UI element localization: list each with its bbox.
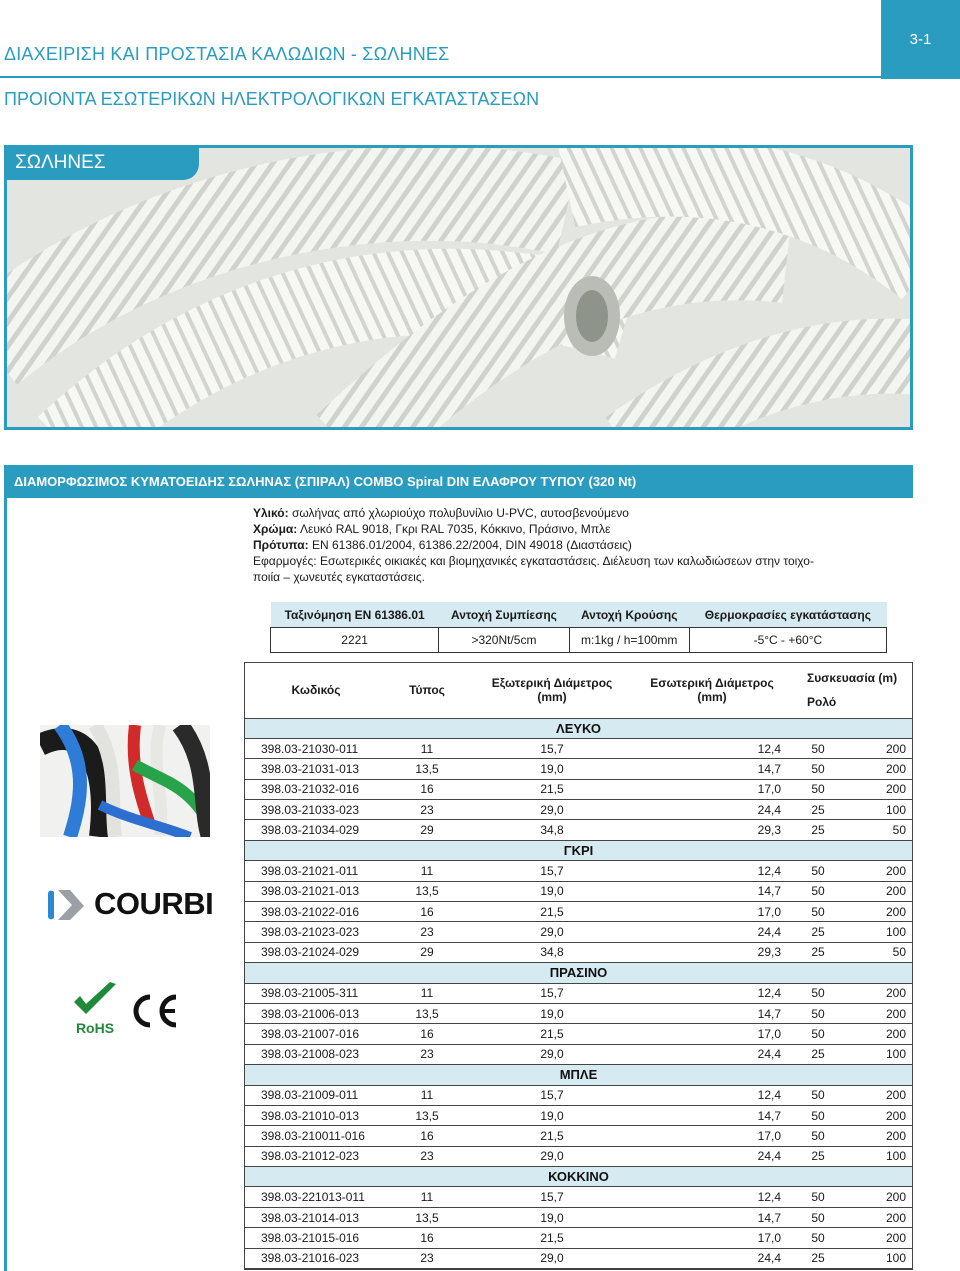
type-cell: 23 (387, 1044, 467, 1064)
code-cell: 398.03-21022-016 (245, 902, 387, 922)
temperature-header: Θερμοκρασίες εγκατάστασης (689, 602, 886, 628)
table-row (245, 861, 912, 881)
type-cell: 11 (387, 1187, 467, 1207)
rohs-check-icon (70, 980, 120, 1020)
header-outer-diameter (467, 663, 637, 718)
impact-value: m:1kg / h=100mm (569, 628, 689, 653)
type-cell: 29 (387, 820, 467, 840)
material-label: Υλικό: (253, 506, 289, 520)
roll-cell: 200 (849, 902, 912, 922)
code-cell: 398.03-21031-013 (245, 759, 387, 779)
classification-table (270, 602, 887, 653)
outer-diameter-cell: 29,0 (467, 922, 637, 942)
packaging-cell: 25 (787, 942, 849, 962)
code-cell: 398.03-21024-029 (245, 942, 387, 962)
section-subtitle: ΠΡΟΙΟΝΤΑ ΕΣΩΤΕΡΙΚΩΝ ΗΛΕΚΤΡΟΛΟΓΙΚΩΝ ΕΓΚΑΤΑΣΤΑΣΕΩΝ (4, 89, 540, 109)
roll-cell: 200 (849, 1126, 912, 1146)
roll-cell: 200 (849, 1085, 912, 1105)
packaging-cell: 50 (787, 1003, 849, 1023)
roll-cell: 100 (849, 800, 912, 820)
inner-diameter-cell: 24,4 (637, 1248, 787, 1268)
type-cell: 11 (387, 983, 467, 1003)
ce-mark-icon (130, 991, 180, 1031)
material-line (253, 505, 913, 521)
outer-diameter-cell: 21,5 (467, 1126, 637, 1146)
packaging-cell: 50 (787, 1228, 849, 1248)
packaging-cell: 50 (787, 1105, 849, 1125)
standards-line (253, 537, 913, 553)
inner-diameter-cell: 24,4 (637, 1146, 787, 1166)
header-inner-diameter (637, 663, 787, 718)
rohs-logo (70, 980, 120, 1036)
hero-tab-label: ΣΩΛΗΝΕΣ (7, 148, 199, 180)
conduit-coils-photo (7, 148, 910, 427)
table-row (245, 820, 912, 840)
outer-diameter-cell: 19,0 (467, 1207, 637, 1227)
table-row (245, 881, 912, 901)
inner-diameter-cell: 14,7 (637, 1003, 787, 1023)
classification-header: Ταξινόμηση ΕΝ 61386.01 (271, 602, 439, 628)
table-row (245, 1248, 912, 1268)
roll-cell: 100 (849, 1248, 912, 1268)
page-number: 3-1 (881, 0, 960, 79)
code-cell: 398.03-21021-013 (245, 881, 387, 901)
type-cell: 23 (387, 800, 467, 820)
packaging-cell: 50 (787, 738, 849, 758)
code-cell: 398.03-21007-016 (245, 1024, 387, 1044)
packaging-cell: 25 (787, 800, 849, 820)
certifications (70, 980, 180, 1036)
table-row (245, 1044, 912, 1064)
code-cell: 398.03-210011-016 (245, 1126, 387, 1146)
applications-line-2: ποιία – χωνευτές εγκαταστάσεις. (253, 570, 425, 584)
product-title-bar: ΔΙΑΜΟΡΦΩΣΙΜΟΣ ΚΥΜΑΤΟΕΙΔΗΣ ΣΩΛΗΝΑΣ (ΣΠΙΡΑΛ) COMBO Spiral DIN ΕΛΑΦΡΟΥ ΤΥΠΟΥ (320 Nt) (4, 465, 913, 498)
color-value: Λευκό RAL 9018, Γκρι RAL 7035, Κόκκινο, Πράσινο, Μπλε (297, 522, 611, 536)
table-row (245, 1105, 912, 1125)
table-row (245, 1187, 912, 1207)
group-row (245, 963, 912, 983)
outer-diameter-cell: 29,0 (467, 1044, 637, 1064)
packaging-cell: 50 (787, 881, 849, 901)
code-cell: 398.03-21009-011 (245, 1085, 387, 1105)
roll-cell: 100 (849, 1044, 912, 1064)
inner-diameter-cell: 12,4 (637, 983, 787, 1003)
product-table (245, 663, 912, 1269)
code-cell: 398.03-21005-311 (245, 983, 387, 1003)
left-accent-band (4, 498, 7, 1271)
code-cell: 398.03-21008-023 (245, 1044, 387, 1064)
standards-label: Πρότυπα: (253, 538, 309, 552)
roll-cell: 200 (849, 1003, 912, 1023)
packaging-cell: 25 (787, 820, 849, 840)
code-cell: 398.03-21034-029 (245, 820, 387, 840)
table-row (245, 1126, 912, 1146)
type-cell: 16 (387, 1024, 467, 1044)
header-inner-line-1: Εσωτερική Διάμετρος (650, 676, 774, 691)
conduit-colors-photo (40, 725, 210, 837)
table-row (245, 1085, 912, 1105)
outer-diameter-cell: 21,5 (467, 902, 637, 922)
code-cell: 398.03-221013-011 (245, 1187, 387, 1207)
inner-diameter-cell: 12,4 (637, 1187, 787, 1207)
roll-cell: 200 (849, 738, 912, 758)
table-row (245, 942, 912, 962)
material-value: σωλήνας από χλωριούχο πολυβυνίλιο U-PVC, αυτοσβενούμενο (288, 506, 629, 520)
table-row (245, 922, 912, 942)
roll-cell: 200 (849, 1187, 912, 1207)
type-cell: 11 (387, 861, 467, 881)
inner-diameter-cell: 17,0 (637, 1024, 787, 1044)
outer-diameter-cell: 15,7 (467, 738, 637, 758)
type-cell: 11 (387, 1085, 467, 1105)
type-cell: 13,5 (387, 759, 467, 779)
packaging-cell: 50 (787, 759, 849, 779)
inner-diameter-cell: 29,3 (637, 820, 787, 840)
outer-diameter-cell: 19,0 (467, 1105, 637, 1125)
roll-cell: 50 (849, 820, 912, 840)
packaging-cell: 50 (787, 1085, 849, 1105)
inner-diameter-cell: 14,7 (637, 1105, 787, 1125)
group-row (245, 1167, 912, 1187)
outer-diameter-cell: 21,5 (467, 779, 637, 799)
type-cell: 11 (387, 738, 467, 758)
type-cell: 23 (387, 1146, 467, 1166)
type-cell: 16 (387, 1126, 467, 1146)
type-cell: 29 (387, 942, 467, 962)
code-cell: 398.03-21033-023 (245, 800, 387, 820)
outer-diameter-cell: 21,5 (467, 1228, 637, 1248)
table-row (245, 1207, 912, 1227)
type-cell: 13,5 (387, 1105, 467, 1125)
packaging-cell: 50 (787, 902, 849, 922)
outer-diameter-cell: 15,7 (467, 983, 637, 1003)
table-row (245, 1024, 912, 1044)
outer-diameter-cell: 15,7 (467, 1187, 637, 1207)
classification-value-row (271, 628, 887, 653)
type-cell: 13,5 (387, 881, 467, 901)
group-label: ΚΟΚΚΙΝΟ (245, 1167, 912, 1187)
code-cell: 398.03-21006-013 (245, 1003, 387, 1023)
outer-diameter-cell: 34,8 (467, 942, 637, 962)
inner-diameter-cell: 17,0 (637, 1126, 787, 1146)
code-cell: 398.03-21015-016 (245, 1228, 387, 1248)
header-packaging (787, 663, 912, 718)
table-header-row (245, 663, 912, 718)
table-row (245, 1228, 912, 1248)
table-row (245, 1146, 912, 1166)
outer-diameter-cell: 19,0 (467, 1003, 637, 1023)
table-row (245, 983, 912, 1003)
packaging-cell: 25 (787, 1044, 849, 1064)
header-packaging-label: Συσκευασία (m) (807, 671, 898, 686)
roll-cell: 200 (849, 1207, 912, 1227)
roll-cell: 100 (849, 922, 912, 942)
table-row (245, 1003, 912, 1023)
roll-cell: 200 (849, 1105, 912, 1125)
table-row (245, 902, 912, 922)
roll-cell: 200 (849, 1024, 912, 1044)
header-roll-label: Ρολό (807, 695, 837, 710)
outer-diameter-cell: 15,7 (467, 861, 637, 881)
code-cell: 398.03-21032-016 (245, 779, 387, 799)
inner-diameter-cell: 24,4 (637, 922, 787, 942)
rohs-label: RoHS (75, 1020, 115, 1036)
outer-diameter-cell: 29,0 (467, 1146, 637, 1166)
ce-mark (130, 991, 180, 1036)
table-row (245, 759, 912, 779)
outer-diameter-cell: 29,0 (467, 1248, 637, 1268)
header-outer-line-2: (mm) (537, 690, 567, 705)
inner-diameter-cell: 14,7 (637, 881, 787, 901)
classification-header-row (271, 602, 887, 628)
group-label: ΓΚΡΙ (245, 840, 912, 860)
inner-diameter-cell: 17,0 (637, 1228, 787, 1248)
group-row (245, 1065, 912, 1085)
group-label: ΜΠΛΕ (245, 1065, 912, 1085)
color-line (253, 521, 913, 537)
packaging-cell: 25 (787, 1146, 849, 1166)
outer-diameter-cell: 19,0 (467, 881, 637, 901)
group-label: ΛΕΥΚΟ (245, 718, 912, 738)
product-specs (253, 505, 913, 585)
outer-diameter-cell: 15,7 (467, 1085, 637, 1105)
code-cell: 398.03-21014-013 (245, 1207, 387, 1227)
type-cell: 23 (387, 1248, 467, 1268)
inner-diameter-cell: 14,7 (637, 1207, 787, 1227)
roll-cell: 200 (849, 983, 912, 1003)
packaging-cell: 25 (787, 1248, 849, 1268)
type-cell: 23 (387, 922, 467, 942)
roll-cell: 50 (849, 942, 912, 962)
header-rule (0, 76, 881, 78)
inner-diameter-cell: 12,4 (637, 1085, 787, 1105)
packaging-cell: 50 (787, 983, 849, 1003)
type-cell: 16 (387, 902, 467, 922)
header-code: Κωδικός (245, 663, 387, 718)
brand-name: COURBI (94, 886, 214, 921)
roll-cell: 100 (849, 1146, 912, 1166)
code-cell: 398.03-21012-023 (245, 1146, 387, 1166)
brand-logo (44, 886, 213, 922)
roll-cell: 200 (849, 881, 912, 901)
roll-cell: 200 (849, 779, 912, 799)
code-cell: 398.03-21016-023 (245, 1248, 387, 1268)
roll-cell: 200 (849, 759, 912, 779)
packaging-cell: 50 (787, 861, 849, 881)
inner-diameter-cell: 12,4 (637, 738, 787, 758)
compression-value: >320Nt/5cm (439, 628, 569, 653)
code-cell: 398.03-21030-011 (245, 738, 387, 758)
outer-diameter-cell: 19,0 (467, 759, 637, 779)
roll-cell: 200 (849, 861, 912, 881)
outer-diameter-cell: 34,8 (467, 820, 637, 840)
packaging-cell: 50 (787, 1024, 849, 1044)
type-cell: 16 (387, 779, 467, 799)
inner-diameter-cell: 24,4 (637, 800, 787, 820)
header-outer-line-1: Εξωτερική Διάμετρος (491, 676, 613, 691)
hero-image (4, 145, 913, 430)
group-label: ΠΡΑΣΙΝΟ (245, 963, 912, 983)
table-body (245, 718, 912, 1269)
classification-value: 2221 (271, 628, 439, 653)
courbi-mark-icon (44, 886, 88, 922)
table-row (245, 779, 912, 799)
inner-diameter-cell: 14,7 (637, 759, 787, 779)
roll-cell: 200 (849, 1228, 912, 1248)
header-inner-line-2: (mm) (697, 690, 727, 705)
table-row (245, 738, 912, 758)
impact-header: Αντοχή Κρούσης (569, 602, 689, 628)
inner-diameter-cell: 12,4 (637, 861, 787, 881)
inner-diameter-cell: 24,4 (637, 1044, 787, 1064)
group-row (245, 718, 912, 738)
packaging-cell: 50 (787, 1207, 849, 1227)
colored-conduits-image (40, 725, 210, 837)
packaging-cell: 50 (787, 1126, 849, 1146)
applications-line-1: Εφαρμογές: Εσωτερικές οικιακές και βιομηχανικές εγκαταστάσεις. Διέλευση των καλωδιώσεων στην τοιχο- (253, 554, 814, 568)
standards-value: EN 61386.01/2004, 61386.22/2004, DIN 49018 (Διαστάσεις) (308, 538, 632, 552)
type-cell: 16 (387, 1228, 467, 1248)
header-type: Τύπος (387, 663, 467, 718)
code-cell: 398.03-21010-013 (245, 1105, 387, 1125)
packaging-cell: 50 (787, 1187, 849, 1207)
outer-diameter-cell: 21,5 (467, 1024, 637, 1044)
code-cell: 398.03-21023-023 (245, 922, 387, 942)
inner-diameter-cell: 29,3 (637, 942, 787, 962)
color-label: Χρώμα: (253, 522, 298, 536)
inner-diameter-cell: 17,0 (637, 902, 787, 922)
code-cell: 398.03-21021-011 (245, 861, 387, 881)
compression-header: Αντοχή Συμπίεσης (439, 602, 569, 628)
packaging-cell: 25 (787, 922, 849, 942)
temperature-value: -5°C - +60°C (689, 628, 886, 653)
group-row (245, 840, 912, 860)
type-cell: 13,5 (387, 1207, 467, 1227)
packaging-cell: 50 (787, 779, 849, 799)
type-cell: 13,5 (387, 1003, 467, 1023)
inner-diameter-cell: 17,0 (637, 779, 787, 799)
section-title: ΔΙΑΧΕΙΡΙΣΗ ΚΑΙ ΠΡΟΣΤΑΣΙΑ ΚΑΛΩΔΙΩΝ - ΣΩΛΗΝΕΣ (4, 44, 450, 64)
table-row (245, 800, 912, 820)
outer-diameter-cell: 29,0 (467, 800, 637, 820)
